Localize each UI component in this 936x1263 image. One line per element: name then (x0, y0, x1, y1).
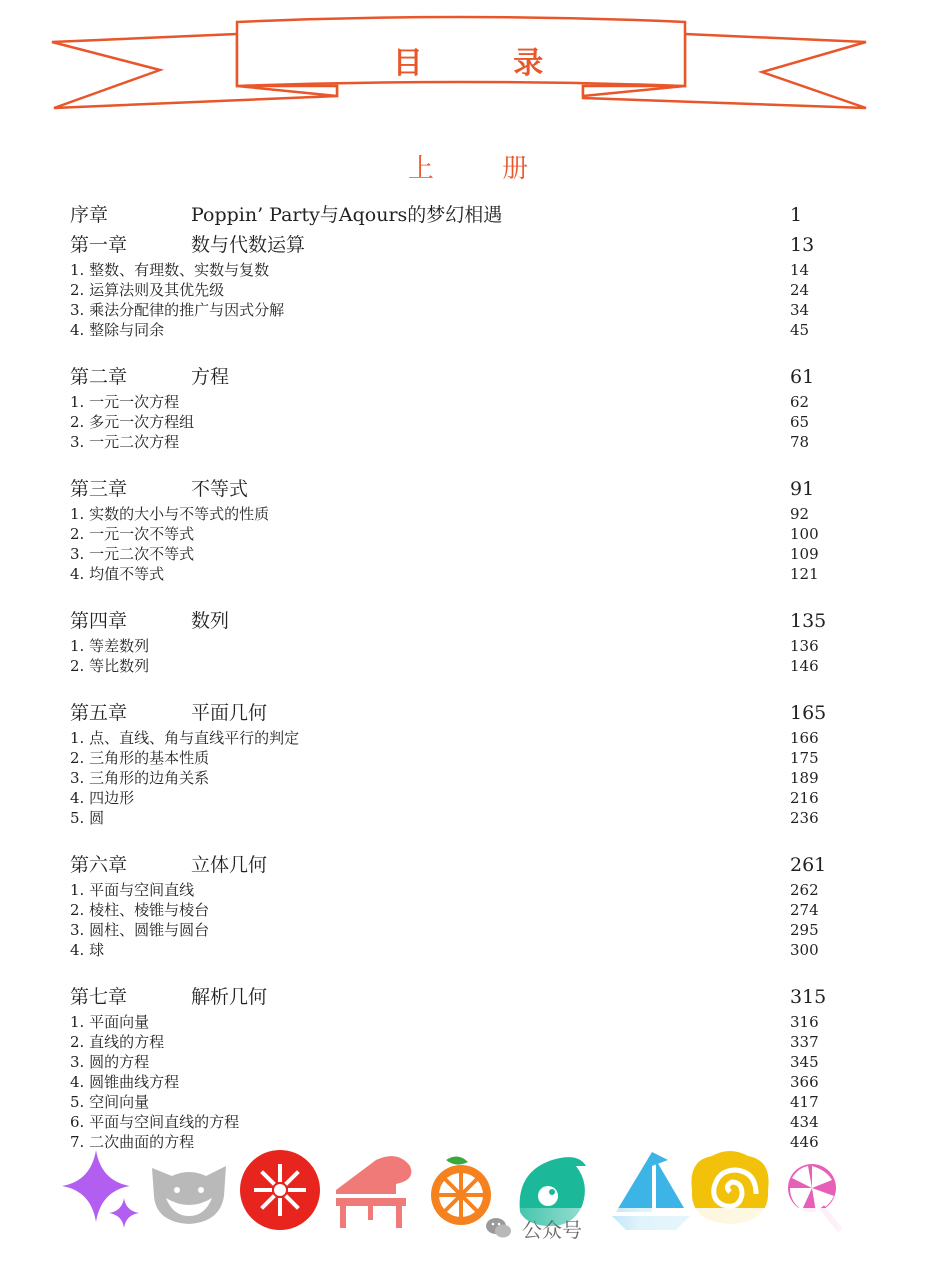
toc-section[interactable] (70, 412, 850, 432)
section-title: 2. 一元一次不等式 (70, 525, 195, 543)
chapter-block (70, 362, 850, 452)
toc-section[interactable] (70, 656, 850, 676)
toc-section[interactable] (70, 524, 850, 544)
toc-preface[interactable] (70, 200, 850, 230)
chapter-page: 135 (790, 610, 827, 632)
toc-chapter[interactable] (70, 698, 850, 728)
section-page: 146 (790, 657, 819, 675)
toc-section[interactable] (70, 636, 850, 656)
toc-section[interactable] (70, 260, 850, 280)
section-page: 166 (790, 729, 819, 747)
section-title: 5. 圆 (70, 809, 105, 827)
toc-section[interactable] (70, 728, 850, 748)
section-title: 4. 整除与同余 (70, 321, 165, 339)
section-title: 2. 运算法则及其优先级 (70, 281, 225, 299)
toc-section[interactable] (70, 748, 850, 768)
section-page: 295 (790, 921, 819, 939)
section-page: 337 (790, 1033, 819, 1051)
orange-slice-icon (431, 1156, 491, 1225)
wechat-icon (484, 1213, 514, 1243)
chapter-block (70, 850, 850, 960)
toc-section[interactable] (70, 1052, 850, 1072)
chapter-label: 第六章 (70, 854, 128, 876)
volume-title: 上 册 (407, 154, 559, 184)
section-page: 274 (790, 901, 819, 919)
chapter-title: 解析几何 (191, 986, 268, 1008)
section-page: 417 (790, 1093, 819, 1111)
section-title: 1. 一元一次方程 (70, 393, 180, 411)
section-page: 366 (790, 1073, 819, 1091)
table-of-contents (70, 200, 850, 1152)
section-page: 262 (790, 881, 819, 899)
toc-section[interactable] (70, 544, 850, 564)
section-title: 2. 三角形的基本性质 (70, 749, 210, 767)
toc-section[interactable] (70, 900, 850, 920)
chapter-label: 第七章 (70, 986, 128, 1008)
preface-label: 序章 (70, 204, 109, 226)
chapter-title: 方程 (191, 366, 230, 388)
toc-section[interactable] (70, 300, 850, 320)
chapter-title: 不等式 (191, 478, 249, 500)
piano-icon (336, 1156, 411, 1228)
watermark (484, 1208, 936, 1248)
section-page: 189 (790, 769, 819, 787)
toc-chapter[interactable] (70, 230, 850, 260)
section-page: 121 (790, 565, 819, 583)
chapter-block (70, 606, 850, 676)
toc-section[interactable] (70, 1032, 850, 1052)
chapter-page: 315 (790, 986, 827, 1008)
section-page: 316 (790, 1013, 819, 1031)
toc-section[interactable] (70, 1012, 850, 1032)
section-page: 434 (790, 1113, 819, 1131)
section-page: 34 (790, 301, 810, 319)
chapter-title: 立体几何 (191, 854, 268, 876)
toc-section[interactable] (70, 392, 850, 412)
section-page: 65 (790, 413, 810, 431)
section-title: 6. 平面与空间直线的方程 (70, 1113, 240, 1131)
toc-chapter[interactable] (70, 474, 850, 504)
section-title: 3. 一元二次方程 (70, 433, 180, 451)
page-title: 目 录 (392, 46, 584, 81)
section-page: 175 (790, 749, 819, 767)
toc-section[interactable] (70, 920, 850, 940)
section-title: 4. 球 (70, 941, 105, 959)
toc-section[interactable] (70, 432, 850, 452)
toc-section[interactable] (70, 1072, 850, 1092)
section-title: 1. 整数、有理数、实数与复数 (70, 261, 270, 279)
section-page: 24 (790, 281, 810, 299)
section-title: 1. 平面向量 (70, 1013, 150, 1031)
section-title: 7. 二次曲面的方程 (70, 1133, 195, 1151)
section-title: 4. 四边形 (70, 789, 135, 807)
chapter-list (70, 230, 850, 1152)
section-page: 45 (790, 321, 810, 339)
toc-section[interactable] (70, 940, 850, 960)
toc-section[interactable] (70, 280, 850, 300)
gray-creature-icon (152, 1166, 226, 1224)
chapter-label: 第二章 (70, 366, 128, 388)
section-title: 3. 乘法分配律的推广与因式分解 (70, 301, 285, 319)
section-page: 109 (790, 545, 819, 563)
watermark-text: 公众号 (522, 1217, 582, 1242)
toc-section[interactable] (70, 880, 850, 900)
section-title: 1. 等差数列 (70, 637, 150, 655)
chapter-block (70, 698, 850, 828)
chapter-page: 165 (790, 702, 827, 724)
section-page: 345 (790, 1053, 819, 1071)
toc-chapter[interactable] (70, 606, 850, 636)
chapter-title: 数与代数运算 (191, 234, 306, 256)
toc-chapter[interactable] (70, 850, 850, 880)
toc-section[interactable] (70, 768, 850, 788)
section-title: 3. 圆的方程 (70, 1053, 150, 1071)
section-page: 136 (790, 637, 819, 655)
section-title: 3. 一元二次不等式 (70, 545, 195, 563)
chapter-page: 91 (790, 478, 815, 500)
plum-blossom-icon (240, 1150, 320, 1230)
section-page: 14 (790, 261, 810, 279)
section-title: 1. 点、直线、角与直线平行的判定 (70, 729, 300, 747)
chapter-label: 第三章 (70, 478, 128, 500)
toc-section[interactable] (70, 1112, 850, 1132)
toc-section[interactable] (70, 320, 850, 340)
section-title: 2. 直线的方程 (70, 1033, 165, 1051)
section-title: 3. 三角形的边角关系 (70, 769, 210, 787)
section-title: 2. 等比数列 (70, 657, 150, 675)
chapter-page: 13 (790, 234, 815, 256)
chapter-page: 61 (790, 366, 815, 388)
chapter-label: 第四章 (70, 610, 128, 632)
section-page: 62 (790, 393, 810, 411)
section-page: 78 (790, 433, 810, 451)
chapter-title: 平面几何 (191, 702, 268, 724)
toc-section[interactable] (70, 1092, 850, 1112)
section-title: 5. 空间向量 (70, 1093, 150, 1111)
chapter-label: 第一章 (70, 234, 128, 256)
chapter-title: 数列 (191, 610, 230, 632)
chapter-block (70, 982, 850, 1152)
section-page: 300 (790, 941, 819, 959)
section-title: 4. 圆锥曲线方程 (70, 1073, 180, 1091)
section-page: 216 (790, 789, 819, 807)
chapter-block (70, 230, 850, 340)
section-title: 2. 多元一次方程组 (70, 413, 195, 431)
toc-section[interactable] (70, 788, 850, 808)
section-title: 1. 平面与空间直线 (70, 881, 195, 899)
section-title: 4. 均值不等式 (70, 565, 165, 583)
section-page: 446 (790, 1133, 819, 1151)
toc-chapter[interactable] (70, 982, 850, 1012)
chapter-block (70, 474, 850, 584)
preface-page: 1 (790, 204, 803, 226)
toc-section[interactable] (70, 504, 850, 524)
chapter-label: 第五章 (70, 702, 128, 724)
toc-section[interactable] (70, 564, 850, 584)
section-title: 2. 棱柱、棱锥与棱台 (70, 901, 210, 919)
sparkle-icon (62, 1150, 139, 1228)
section-page: 236 (790, 809, 819, 827)
preface-title: Poppin’ Party与Aqours的梦幻相遇 (191, 204, 503, 226)
section-page: 100 (790, 525, 819, 543)
chapter-page: 261 (790, 854, 827, 876)
toc-chapter[interactable] (70, 362, 850, 392)
section-page: 92 (790, 505, 810, 523)
section-title: 3. 圆柱、圆锥与圆台 (70, 921, 210, 939)
section-title: 1. 实数的大小与不等式的性质 (70, 505, 270, 523)
toc-section[interactable] (70, 808, 850, 828)
